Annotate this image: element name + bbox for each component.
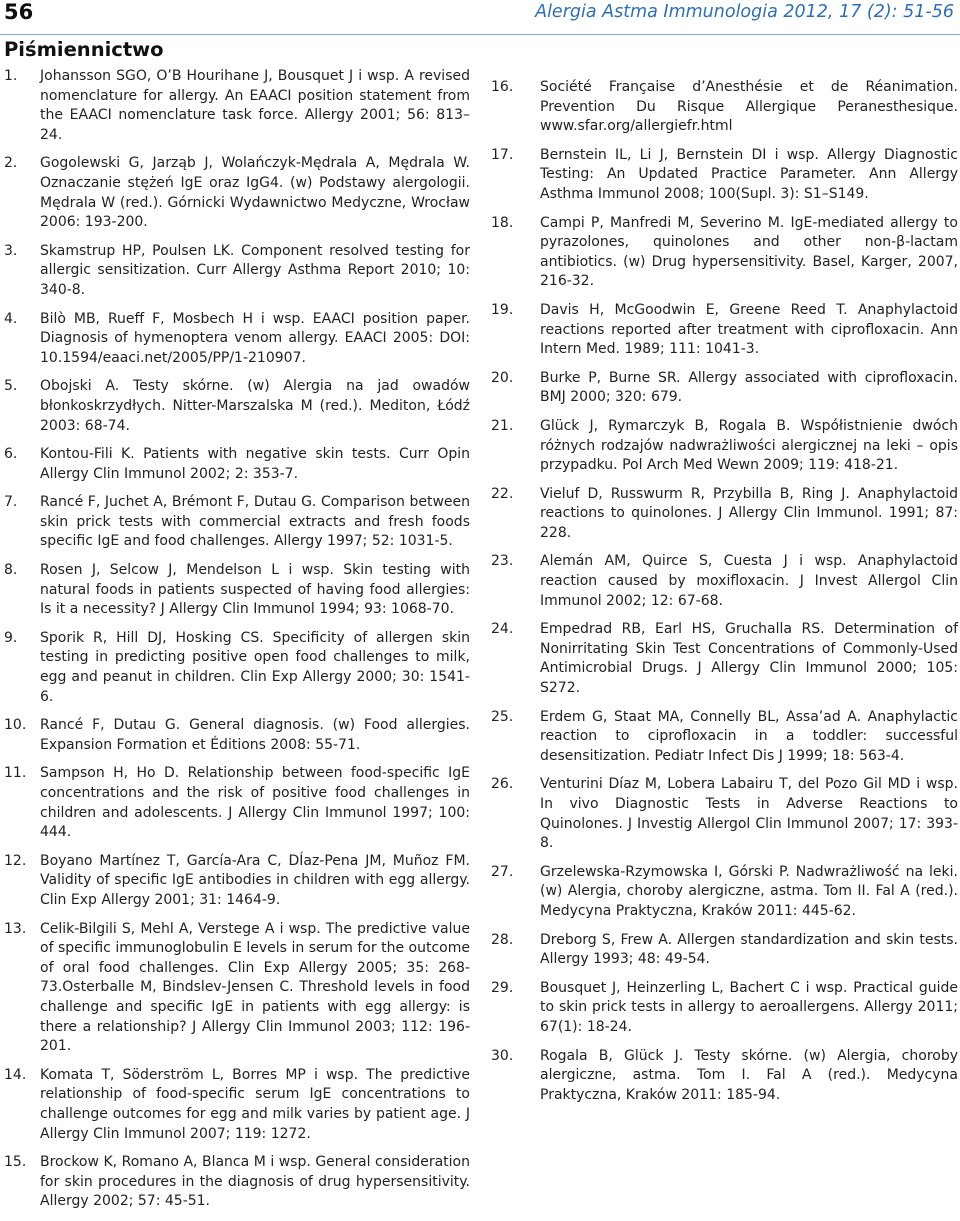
reference-number: 20. — [491, 369, 514, 386]
reference-number: 30. — [491, 1047, 514, 1064]
reference-text: Johansson SGO, O’B Hourihane J, Bousquet J i wsp. A revised nomenclature for allergy. An EAACI position statement from the EAACI nomenclature task force. Allergy 2001; 56: 813–24. — [40, 68, 470, 143]
reference-text: Rancé F, Dutau G. General diagnosis. (w) Food allergies. Expansion Formation et Éditions 2008: 55-71. — [40, 717, 470, 753]
reference-text: Brockow K, Romano A, Blanca M i wsp. General consideration for skin procedures in the diagnosis of drug hypersensitivity. Allergy 2002; 57: 45-51. — [40, 1154, 470, 1210]
reference-item — [491, 979, 958, 1038]
reference-item — [4, 242, 470, 301]
reference-number: 6. — [4, 446, 18, 463]
reference-number: 19. — [491, 301, 514, 318]
reference-number: 7. — [4, 494, 18, 511]
journal-title: Alergia Astma Immunologia 2012, 17 (2): 51-56 — [535, 2, 954, 22]
reference-number: 4. — [4, 310, 18, 327]
reference-text: Campi P, Manfredi M, Severino M. IgE-mediated allergy to pyrazolones, quinolones and other non-β-lactam antibiotics. (w) Drug hypersensitivity. Basel, Karger, 2007, 216-32. — [540, 214, 958, 290]
reference-text: Sporik R, Hill DJ, Hosking CS. Specificity of allergen skin testing in predicting positive open food challenges to milk, egg and peanut in children. Clin Exp Allergy 2000; 30: 1541-6. — [40, 629, 470, 705]
reference-text: Rancé F, Juchet A, Brémont F, Dutau G. Comparison between skin prick tests with commercial extracts and fresh foods specific IgE and food challenges. Allergy 1997; 52: 1031-5. — [40, 494, 470, 550]
references-left-column — [4, 67, 470, 1221]
reference-number: 25. — [491, 708, 514, 725]
reference-item — [491, 775, 958, 853]
reference-number: 10. — [4, 717, 27, 734]
reference-item — [4, 67, 470, 145]
reference-number: 23. — [491, 553, 514, 570]
reference-number: 27. — [491, 863, 514, 880]
reference-item — [4, 154, 470, 232]
reference-number: 21. — [491, 417, 514, 434]
reference-number: 8. — [4, 562, 18, 579]
reference-text: Alemán AM, Quirce S, Cuesta J i wsp. Anaphylactoid reaction caused by moxifloxacin. J Invest Allergol Clin Immunol 2002; 12: 67-68. — [540, 553, 958, 609]
reference-text: Burke P, Burne SR. Allergy associated with ciprofloxacin. BMJ 2000; 320: 679. — [540, 369, 958, 406]
reference-text: Obojski A. Testy skórne. (w) Alergia na jad owadów błonkoskrzydłych. Nitter-Marszalska M (red.). Mediton, Łódź 2003: 68-74. — [40, 378, 470, 434]
reference-item — [491, 417, 958, 476]
reference-number: 15. — [4, 1154, 27, 1171]
reference-text: Boyano Martínez T, García-Ara C, DÍaz-Pena JM, Muñoz FM. Validity of specific IgE antibodies in children with egg allergy. Clin Exp Allergy 2001; 31: 1464-9. — [40, 852, 470, 908]
reference-text: Société Française d’Anesthésie et de Réanimation. Prevention Du Risque Allergique Peranesthesique. www.sfar.org/allergiefr.html — [540, 79, 958, 135]
reference-number: 18. — [491, 214, 514, 231]
reference-text: Empedrad RB, Earl HS, Gruchalla RS. Determination of Nonirritating Skin Test Concentrations of Commonly-Used Antimicrobial Drugs. J Allergy Clin Immunol 2000; 105: S272. — [540, 621, 958, 697]
reference-item — [4, 310, 470, 369]
reference-item — [4, 1066, 470, 1144]
reference-text: Celik-Bilgili S, Mehl A, Verstege A i wsp. The predictive value of specific immunoglobulin E levels in serum for the outcome of oral food challenges. Clin Exp Allergy 2005; 35: 268-73.Osterballe M, Bindslev-Jensen C. Threshold levels in food challenge and specific IgE in patients with egg allergy: is there a relationship? J Allergy Clin Immunol 2003; 112: 196-201. — [40, 920, 470, 1055]
reference-text: Glück J, Rymarczyk B, Rogala B. Współistnienie dwóch różnych rodzajów nadwrażliwości alergicznej na leki – opis przypadku. Pol Arch Med Wewn 2009; 119: 418-21. — [540, 417, 958, 474]
reference-item — [4, 377, 470, 436]
reference-item — [4, 629, 470, 707]
reference-text: Vieluf D, Russwurm R, Przybilla B, Ring J. Anaphylactoid reactions to quinolones. J Allergy Clin Immunol. 1991; 87: 228. — [540, 485, 958, 541]
reference-item — [491, 485, 958, 544]
reference-item — [4, 852, 470, 911]
reference-text: Bilò MB, Rueff F, Mosbech H i wsp. EAACI position paper. Diagnosis of hymenoptera venom allergy. EAACI 2005: DOI: 10.1594/eaaci.net/2005/PP/1-210907. — [40, 310, 470, 366]
reference-item — [491, 1047, 958, 1106]
page-number: 56 — [4, 0, 34, 24]
reference-text: Bousquet J, Heinzerling L, Bachert C i wsp. Practical guide to skin prick tests in allergy to aeroallergens. Allergy 2011; 67(1): 18-24. — [540, 979, 958, 1035]
reference-item — [4, 445, 470, 484]
reference-text: Bernstein IL, Li J, Bernstein DI i wsp. Allergy Diagnostic Testing: An Updated Practice Parameter. Ann Allergy Asthma Immunol 2008; 100(Supl. 3): S1–S149. — [540, 146, 958, 202]
reference-item — [491, 620, 958, 698]
reference-text: Venturini Díaz M, Lobera Labairu T, del Pozo Gil MD i wsp. In vivo Diagnostic Tests in Adverse Reactions to Quinolones. J Investig Allergol Clin Immunol 2007; 17: 393-8. — [540, 776, 958, 852]
reference-number: 13. — [4, 920, 27, 937]
reference-number: 3. — [4, 242, 18, 259]
reference-text: Rogala B, Glück J. Testy skórne. (w) Alergia, choroby alergiczne, astma. Tom I. Fal A (red.). Medycyna Praktyczna, Kraków 2011: 185-94. — [540, 1047, 958, 1103]
reference-item — [491, 863, 958, 922]
reference-number: 1. — [4, 68, 18, 84]
page-header — [0, 0, 960, 35]
reference-number: 14. — [4, 1066, 27, 1083]
reference-item — [491, 146, 958, 205]
reference-item — [4, 561, 470, 620]
reference-number: 5. — [4, 378, 18, 395]
reference-text: Sampson H, Ho D. Relationship between food-specific IgE concentrations and the risk of positive food challenges in children and adolescents. J Allergy Clin Immunol 1997; 100: 444. — [40, 765, 470, 841]
reference-number: 24. — [491, 621, 514, 638]
reference-text: Kontou-Fili K. Patients with negative skin tests. Curr Opin Allergy Clin Immunol 2002; 2: 353-7. — [40, 446, 470, 482]
reference-item — [491, 931, 958, 970]
reference-number: 16. — [491, 79, 514, 95]
reference-item — [4, 493, 470, 552]
reference-item — [4, 1153, 470, 1212]
reference-item — [4, 920, 470, 1057]
reference-item — [4, 764, 470, 842]
reference-number: 2. — [4, 155, 18, 172]
reference-number: 11. — [4, 765, 27, 782]
reference-item — [491, 708, 958, 767]
reference-item — [491, 78, 958, 137]
reference-text: Komata T, Söderström L, Borres MP i wsp. The predictive relationship of food-specific serum IgE concentrations to challenge outcomes for egg and milk varies by patient age. J Allergy Clin Immunol 2007; 119: 1272. — [40, 1066, 470, 1142]
reference-text: Dreborg S, Frew A. Allergen standardization and skin tests. Allergy 1993; 48: 49-54. — [540, 931, 958, 968]
reference-item — [491, 214, 958, 292]
reference-number: 17. — [491, 146, 514, 163]
reference-text: Erdem G, Staat MA, Connelly BL, Assa’ad A. Anaphylactic reaction to ciprofloxacin in a toddler: successful desensitization. Pediatr Infect Dis J 1999; 18: 563-4. — [540, 708, 958, 764]
reference-item — [491, 552, 958, 611]
reference-text: Skamstrup HP, Poulsen LK. Component resolved testing for allergic sensitization. Curr Allergy Asthma Report 2010; 10: 340-8. — [40, 242, 470, 298]
reference-item — [491, 301, 958, 360]
reference-item — [4, 716, 470, 755]
reference-number: 22. — [491, 485, 514, 502]
reference-text: Gogolewski G, Jarząb J, Wolańczyk-Mędrala A, Mędrala W. Oznaczanie stężeń IgE oraz IgG4. (w) Podstawy alergologii. Mędrala W (red.). Górnicki Wydawnictwo Medyczne, Wrocław 2006: 193-200. — [40, 155, 470, 231]
reference-text: Rosen J, Selcow J, Mendelson L i wsp. Skin testing with natural foods in patients suspected of having food allergies: Is it a necessity? J Allergy Clin Immunol 1994; 93: 1068-70. — [40, 562, 470, 618]
section-title: Piśmiennictwo — [4, 38, 164, 61]
references-right-column — [491, 78, 958, 1114]
reference-number: 26. — [491, 776, 514, 793]
reference-item — [491, 369, 958, 408]
reference-number: 12. — [4, 852, 27, 869]
reference-number: 29. — [491, 979, 514, 996]
reference-number: 28. — [491, 931, 514, 948]
reference-number: 9. — [4, 629, 18, 646]
reference-text: Davis H, McGoodwin E, Greene Reed T. Anaphylactoid reactions reported after treatment with ciprofloxacin. Ann Intern Med. 1989; 111: 1041-3. — [540, 301, 958, 358]
reference-text: Grzelewska-Rzymowska I, Górski P. Nadwrażliwość na leki. (w) Alergia, choroby alergiczne, astma. Tom II. Fal A (red.). Medycyna Praktyczna, Kraków 2011: 445-62. — [540, 863, 958, 919]
